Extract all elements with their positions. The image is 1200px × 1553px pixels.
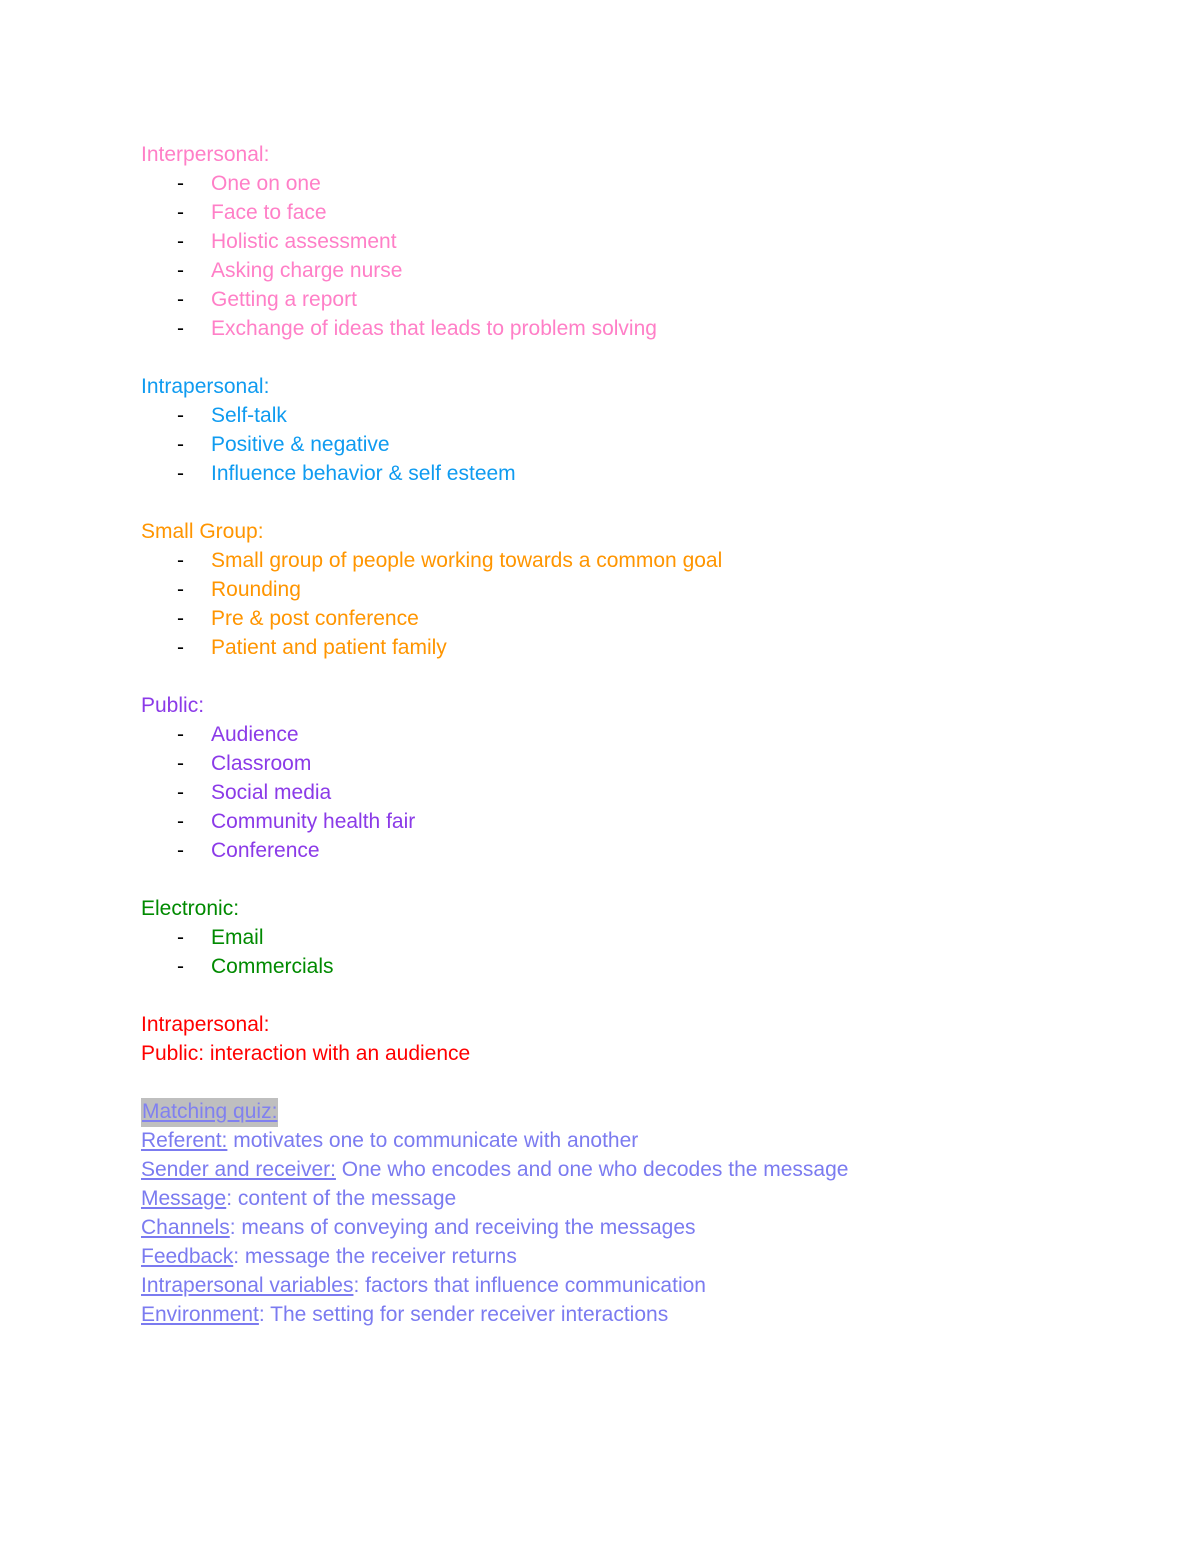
quiz-term: Feedback <box>141 1245 234 1268</box>
quiz-definition: : The setting for sender receiver interactions <box>258 1303 669 1326</box>
list-item <box>141 257 1141 286</box>
bullet-list <box>141 402 1141 489</box>
matching-quiz <box>141 1098 1141 1330</box>
section-small-group <box>141 518 1141 663</box>
section-heading: Electronic: <box>141 897 240 920</box>
list-item-text: Asking charge nurse <box>211 259 403 282</box>
quiz-term: Sender and receiver: <box>141 1158 336 1181</box>
document-page <box>141 141 1141 1359</box>
dash-bullet: - <box>177 636 184 659</box>
list-item-text: Commercials <box>211 955 334 978</box>
list-item <box>141 808 1141 837</box>
list-item-text: Influence behavior & self esteem <box>211 462 516 485</box>
quiz-definition: : means of conveying and receiving the messages <box>229 1216 696 1239</box>
dash-bullet: - <box>177 839 184 862</box>
list-item-text: Audience <box>211 723 299 746</box>
quiz-row <box>141 1243 1141 1272</box>
quiz-definition: : message the receiver returns <box>233 1245 517 1268</box>
list-item <box>141 779 1141 808</box>
list-item <box>141 286 1141 315</box>
dash-bullet: - <box>177 955 184 978</box>
list-item <box>141 170 1141 199</box>
list-item <box>141 315 1141 344</box>
bullet-list <box>141 170 1141 344</box>
list-item <box>141 431 1141 460</box>
quiz-title-row <box>141 1098 1141 1127</box>
quiz-row <box>141 1127 1141 1156</box>
list-item-text: Pre & post conference <box>211 607 419 630</box>
dash-bullet: - <box>177 926 184 949</box>
quiz-term: Environment <box>141 1303 259 1326</box>
quiz-definition: : content of the message <box>226 1187 457 1210</box>
dash-bullet: - <box>177 578 184 601</box>
section-intrapersonal <box>141 373 1141 489</box>
quiz-title: Matching quiz: <box>141 1098 278 1127</box>
list-item <box>141 924 1141 953</box>
section-public <box>141 692 1141 866</box>
list-item <box>141 634 1141 663</box>
list-item <box>141 228 1141 257</box>
list-item-text: Social media <box>211 781 332 804</box>
list-item-text: Rounding <box>211 578 301 601</box>
list-item <box>141 547 1141 576</box>
dash-bullet: - <box>177 549 184 572</box>
list-item-text: Exchange of ideas that leads to problem solving <box>211 317 657 340</box>
dash-bullet: - <box>177 259 184 282</box>
list-item <box>141 721 1141 750</box>
list-item-text: Self-talk <box>211 404 287 427</box>
list-item <box>141 460 1141 489</box>
list-item-text: One on one <box>211 172 321 195</box>
list-item-text: Holistic assessment <box>211 230 397 253</box>
list-item-text: Community health fair <box>211 810 416 833</box>
quiz-term: Intrapersonal variables <box>141 1274 354 1297</box>
list-item <box>141 953 1141 982</box>
dash-bullet: - <box>177 781 184 804</box>
bullet-list <box>141 547 1141 663</box>
quiz-term: Message <box>141 1187 227 1210</box>
quiz-definition: motivates one to communicate with another <box>227 1129 639 1152</box>
quiz-term: Referent: <box>141 1129 228 1152</box>
dash-bullet: - <box>177 317 184 340</box>
list-item <box>141 837 1141 866</box>
list-item-text: Email <box>211 926 264 949</box>
dash-bullet: - <box>177 230 184 253</box>
dash-bullet: - <box>177 172 184 195</box>
list-item-text: Positive & negative <box>211 433 390 456</box>
dash-bullet: - <box>177 607 184 630</box>
list-item <box>141 750 1141 779</box>
dash-bullet: - <box>177 288 184 311</box>
dash-bullet: - <box>177 752 184 775</box>
summary-line: Public: interaction with an audience <box>141 1042 471 1065</box>
quiz-row <box>141 1272 1141 1301</box>
dash-bullet: - <box>177 404 184 427</box>
section-electronic <box>141 895 1141 982</box>
section-heading: Public: <box>141 694 205 717</box>
dash-bullet: - <box>177 433 184 456</box>
list-item <box>141 576 1141 605</box>
list-item-text: Face to face <box>211 201 327 224</box>
list-item-text: Getting a report <box>211 288 357 311</box>
dash-bullet: - <box>177 723 184 746</box>
list-item-text: Patient and patient family <box>211 636 447 659</box>
dash-bullet: - <box>177 810 184 833</box>
quiz-term: Channels <box>141 1216 230 1239</box>
summary-line: Intrapersonal: <box>141 1013 270 1036</box>
quiz-row <box>141 1214 1141 1243</box>
list-item <box>141 605 1141 634</box>
quiz-definition: One who encodes and one who decodes the message <box>335 1158 849 1181</box>
quiz-row <box>141 1301 1141 1330</box>
quiz-definition: : factors that influence communication <box>353 1274 706 1297</box>
bullet-list <box>141 721 1141 866</box>
list-item <box>141 199 1141 228</box>
bullet-list <box>141 924 1141 982</box>
list-item-text: Small group of people working towards a common goal <box>211 549 723 572</box>
list-item <box>141 402 1141 431</box>
quiz-row <box>141 1185 1141 1214</box>
dash-bullet: - <box>177 462 184 485</box>
section-heading: Intrapersonal: <box>141 375 270 398</box>
list-item-text: Classroom <box>211 752 312 775</box>
section-heading: Interpersonal: <box>141 143 270 166</box>
quiz-row <box>141 1156 1141 1185</box>
list-item-text: Conference <box>211 839 320 862</box>
section-interpersonal <box>141 141 1141 344</box>
section-heading: Small Group: <box>141 520 264 543</box>
summary-block <box>141 1011 1141 1069</box>
dash-bullet: - <box>177 201 184 224</box>
